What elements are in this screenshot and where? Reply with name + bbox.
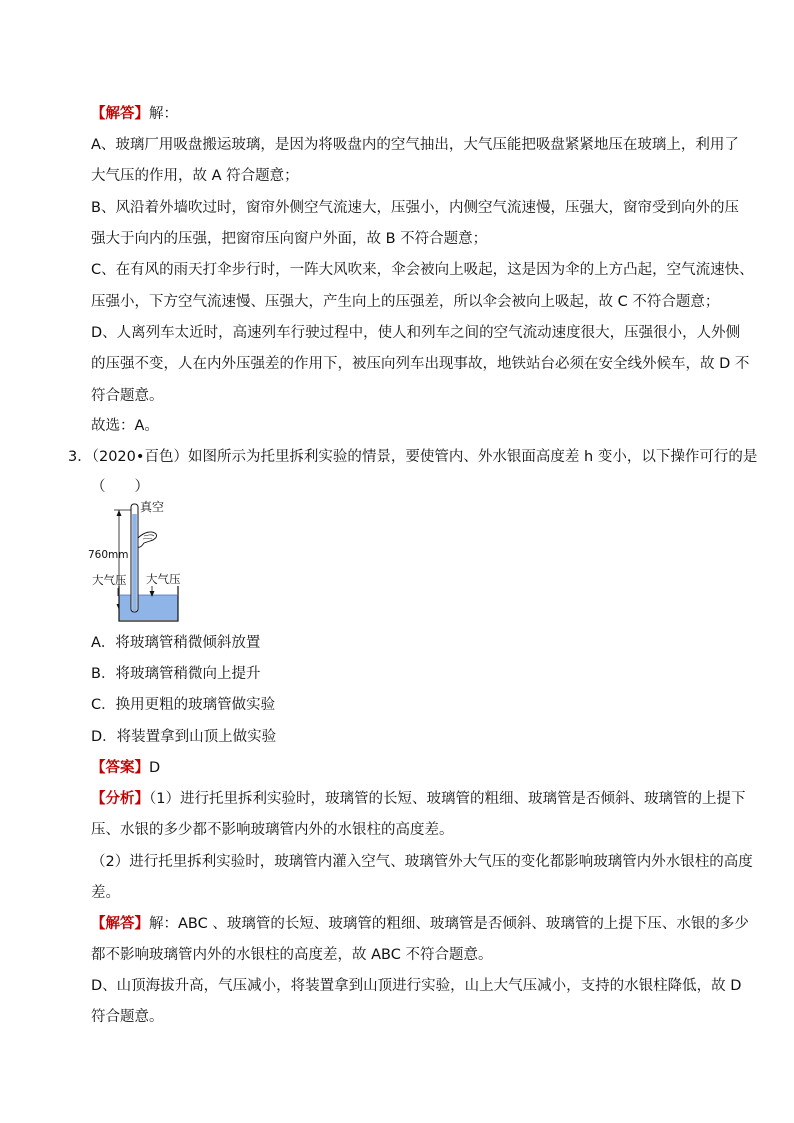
analysis-line: 压、水银的多少都不影响玻璃管内外的水银柱的高度差。 [91, 822, 454, 838]
solution2-line: 都不影响玻璃管内外的水银柱的高度差，故 ABC 不符合题意。 [91, 947, 493, 963]
answer-label: 【答案】 [91, 760, 149, 776]
solution1-line: 的压强不变，人在内外压强差的作用下，被压向列车出现事故，地铁站台必须在安全线外候车，故 D 不 [91, 356, 750, 372]
solution1-line: D、人离列车太近时，高速列车行驶过程中，使人和列车之间的空气流动速度很大，压强很小，人外侧 [91, 325, 741, 341]
solution1-line: B、风沿着外墙吹过时，窗帘外侧空气流速大，压强小，内侧空气流速慢，压强大，窗帘受到向外的压 [91, 200, 739, 216]
question3-blank: （ ） [91, 479, 149, 495]
solution-label: 【解答】 [91, 106, 149, 122]
solution1-line: 大气压的作用，故 A 符合题意； [91, 168, 299, 184]
answer-line [91, 758, 160, 778]
solution-prefix: 解： [149, 106, 178, 122]
option-a: A．将玻璃管稍微倾斜放置 [91, 635, 261, 651]
mercury-column [132, 514, 137, 611]
vacuum-label: 真空 [140, 500, 165, 514]
analysis-line: （2）进行托里拆利实验时，玻璃管内灌入空气、玻璃管外大气压的变化都影响玻璃管内外水银柱的高度 [91, 854, 753, 870]
height-label: 760mm [88, 549, 129, 561]
solution1-line: A、玻璃厂用吸盘搬运玻璃，是因为将吸盘内的空气抽出，大气压能把吸盘紧紧地压在玻璃上，利用了 [91, 137, 739, 153]
mercury-basin-fill [119, 595, 178, 620]
solution2-line: D、山顶海拔升高，气压减小，将装置拿到山顶进行实验，山上大气压减小，支持的水银柱降低，故 D [91, 978, 742, 994]
solution1-header [91, 104, 178, 124]
question3-stem [68, 447, 757, 467]
analysis-line: 差。 [91, 885, 120, 901]
option-b: B．将玻璃管稍微向上提升 [91, 666, 261, 682]
analysis-label: 【分析】 [91, 791, 149, 807]
solution1-line: C、在有风的雨天打伞步行时，一阵大风吹来，伞会被向上吸起，这是因为伞的上方凸起，空气流速快、 [91, 262, 754, 278]
solution-label: 【解答】 [91, 916, 149, 932]
analysis-text: （1）进行托里拆利实验时，玻璃管的长短、玻璃管的粗细、玻璃管是否倾斜、玻璃管的上提下 [149, 791, 746, 807]
solution1-line: 符合题意。 [91, 388, 164, 404]
option-c: C．换用更粗的玻璃管做实验 [91, 697, 276, 713]
torricelli-figure [88, 500, 200, 625]
solution2-line [91, 914, 749, 934]
atm-label-right: 大气压 [146, 572, 181, 586]
solution1-line: 压强小，下方空气流速慢、压强大，产生向上的压强差，所以伞会被向上吸起，故 C 不符合题意； [91, 294, 720, 310]
analysis-line [91, 789, 745, 809]
solution2-line: 符合题意。 [91, 1009, 164, 1025]
question-number: 3． [68, 449, 92, 465]
solution1-choice: 故选：A。 [91, 418, 159, 434]
answer-value: D [149, 760, 161, 776]
dimension-arrow-up [117, 510, 122, 516]
option-d: D．将装置拿到山顶上做实验 [91, 729, 277, 745]
hand-icon [138, 532, 157, 547]
question-stem-text: （2020•百色）如图所示为托里拆利实验的情景，要使管内、外水银面高度差 h 变小，以下操作可行的是 [91, 449, 758, 465]
solution2-text: 解：ABC 、玻璃管的长短、玻璃管的粗细、玻璃管是否倾斜、玻璃管的上提下压、水银的多少 [149, 916, 749, 932]
solution1-line: 强大于向内的压强，把窗帘压向窗户外面，故 B 不符合题意； [91, 231, 488, 247]
atm-label-left: 大气压 [92, 573, 127, 587]
